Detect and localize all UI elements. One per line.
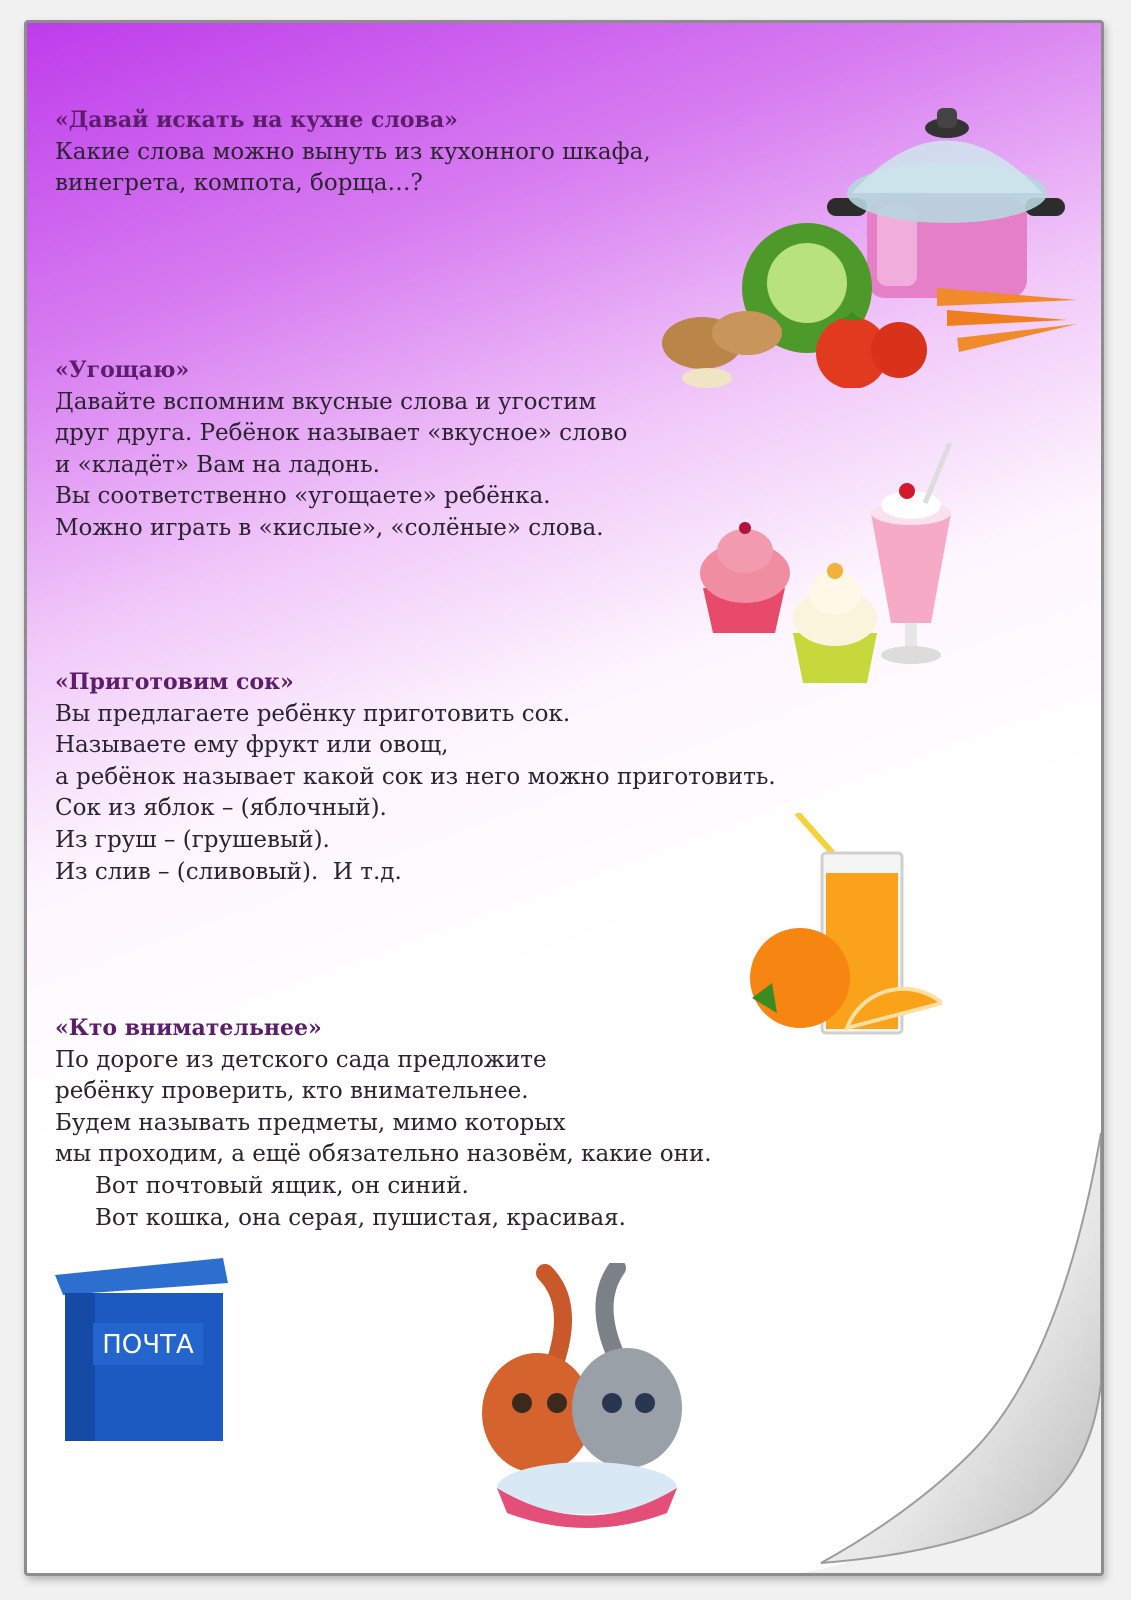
- section-title: «Угощаю»: [55, 357, 190, 383]
- section-kitchen-words: [55, 105, 651, 200]
- section-make-juice: [55, 667, 776, 888]
- kitten-gray: [572, 1348, 682, 1468]
- section-line: Называете ему фрукт или овощ,: [55, 732, 449, 759]
- section-line: мы проходим, а ещё обязательно назовём, какие они.: [55, 1141, 712, 1168]
- orange: [750, 928, 850, 1028]
- kittens-illustration: [467, 1263, 707, 1533]
- section-line: Вот кошка, она серая, пушистая, красивая.: [95, 1204, 626, 1231]
- section-line: Какие слова можно вынуть из кухонного шкафа,: [55, 138, 651, 165]
- section-line: Можно играть в «кислые», «солёные» слова.: [55, 514, 604, 541]
- section-line: Вы предлагаете ребёнку приготовить сок.: [55, 700, 571, 727]
- section-line: По дороге из детского сада предложите: [55, 1046, 547, 1073]
- page-sheet: [24, 20, 1104, 1576]
- section-line: Вы соответственно «угощаете» ребёнка.: [55, 483, 551, 510]
- section-title: «Приготовим сок»: [55, 669, 294, 695]
- section-line: Сок из яблок – (яблочный).: [55, 795, 387, 822]
- section-line: Вот почтовый ящик, он синий.: [95, 1172, 469, 1199]
- section-line: а ребёнок называет какой сок из него можно приготовить.: [55, 763, 776, 790]
- section-line: Будем называть предметы, мимо которых: [55, 1109, 566, 1136]
- desserts-illustration: [695, 443, 985, 683]
- pot-vegetables-illustration: [637, 88, 1077, 388]
- straw: [797, 813, 837, 858]
- mailbox-label: ПОЧТА: [102, 1330, 194, 1360]
- section-line: Давайте вспомним вкусные слова и угостим: [55, 388, 597, 415]
- section-line: и «кладёт» Вам на ладонь.: [55, 451, 380, 478]
- orange-juice-illustration: [742, 813, 942, 1053]
- section-title: «Давай искать на кухне слова»: [55, 107, 458, 133]
- section-line: друг друга. Ребёнок называет «вкусное» слово: [55, 420, 628, 447]
- page-curl: [801, 1133, 1101, 1573]
- section-title: «Кто внимательнее»: [55, 1015, 322, 1041]
- section-line: ребёнку проверить, кто внимательнее.: [55, 1078, 529, 1105]
- section-line: винегрета, компота, борща…?: [55, 170, 423, 197]
- section-line: Из слив – (сливовый). И т.д.: [55, 858, 402, 885]
- section-line: Из груш – (грушевый).: [55, 826, 330, 853]
- section-who-attentive: [55, 1013, 712, 1234]
- milkshake: [871, 513, 951, 623]
- section-treat: [55, 355, 627, 545]
- mailbox-illustration: [53, 1253, 233, 1453]
- mailbox-lid: [55, 1258, 228, 1295]
